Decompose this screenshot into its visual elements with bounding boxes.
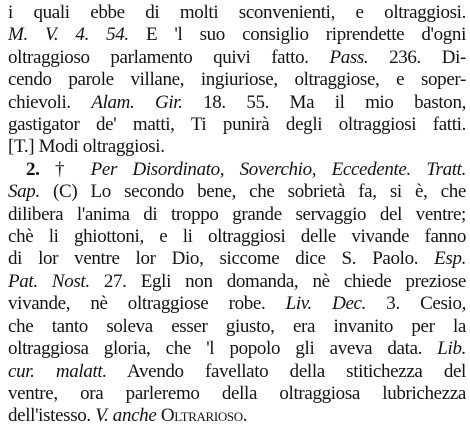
text-segment: E 'l suo consiglio riprendette d'ogni <box>128 24 466 46</box>
citation: M. V. 4. 54. <box>8 24 129 46</box>
text-line <box>8 136 466 158</box>
text-segment: (C) Lo secondo bene, che sobrietà fa, si è, che <box>39 181 466 203</box>
text-segment: dilibera l'anima di troppo grande servaggio del ventre; <box>8 203 466 225</box>
text-segment: i quali ebbe di molti sconvenienti, e oltraggiosi. <box>8 2 466 23</box>
citation: Lib. <box>437 338 466 360</box>
text-line <box>8 24 466 46</box>
citation: Pass. <box>329 46 369 68</box>
text-segment: 18. 55. Ma il mio baston, <box>182 91 466 113</box>
citation: Sap. <box>8 181 40 203</box>
text-segment: Avendo favellato della stitichezza del <box>106 360 466 382</box>
citation: V. anche <box>95 405 157 427</box>
text-line <box>8 159 466 181</box>
sense-number: 2. <box>26 158 40 180</box>
text-segment: gastigator de' matti, Ti punirà degli oltraggiosi fatti. <box>8 114 466 136</box>
text-segment: oltraggiosa gloria, che 'l popolo gli aveva data. <box>8 338 438 360</box>
text-segment: chè li ghiottoni, e li oltraggiosi delle vivande fanno <box>8 226 466 248</box>
text-line <box>8 69 466 91</box>
text-segment: che tanto soleva esser giusto, era invanito per la <box>8 315 466 337</box>
text-line <box>8 338 466 360</box>
text-line <box>8 47 466 69</box>
citation: cur. malatt. <box>8 360 107 382</box>
text-segment: † <box>39 158 91 180</box>
text-line <box>8 226 466 248</box>
text-line <box>8 92 466 114</box>
text-segment: chievoli. <box>8 91 92 113</box>
text-line <box>8 204 466 226</box>
text-segment: [T.] Modi oltraggiosi. <box>8 136 165 158</box>
text-segment: 236. Di- <box>368 46 466 68</box>
citation: Per Disordinato, Soverchio, Eccedente. Tratt. <box>90 158 466 180</box>
text-segment: 3. Cesio, <box>366 293 467 315</box>
text-segment: vivande, nè oltraggiose robe. <box>8 293 286 315</box>
text-line <box>8 114 466 136</box>
cross-reference: Oltrarioso. <box>160 405 248 427</box>
text-segment: ventre, ora parleremo della oltraggiosa lubrichezza <box>8 382 466 404</box>
citation: Pat. Nost. <box>8 270 90 292</box>
text-segment: di lor ventre lor Dio, siccome dice S. Paolo. <box>8 248 435 270</box>
text-line <box>8 248 466 270</box>
text-line <box>8 181 466 203</box>
text-line <box>8 2 466 24</box>
text-segment: oltraggioso parlamento quivi fatto. <box>8 46 330 68</box>
text-segment: cendo parole villane, ingiuriose, oltraggiose, e soper- <box>8 69 466 91</box>
citation: Alam. Gir. <box>91 91 183 113</box>
text-line <box>8 405 466 427</box>
text-segment: dell'istesso. <box>8 405 96 427</box>
text-line <box>8 271 466 293</box>
text-segment: 27. Egli non domanda, nè chiede preziose <box>89 270 466 292</box>
citation: Esp. <box>434 248 466 270</box>
text-line <box>8 316 466 338</box>
text-line <box>8 293 466 315</box>
text-line <box>8 383 466 405</box>
citation: Liv. Dec. <box>285 293 367 315</box>
text-line <box>8 361 466 383</box>
